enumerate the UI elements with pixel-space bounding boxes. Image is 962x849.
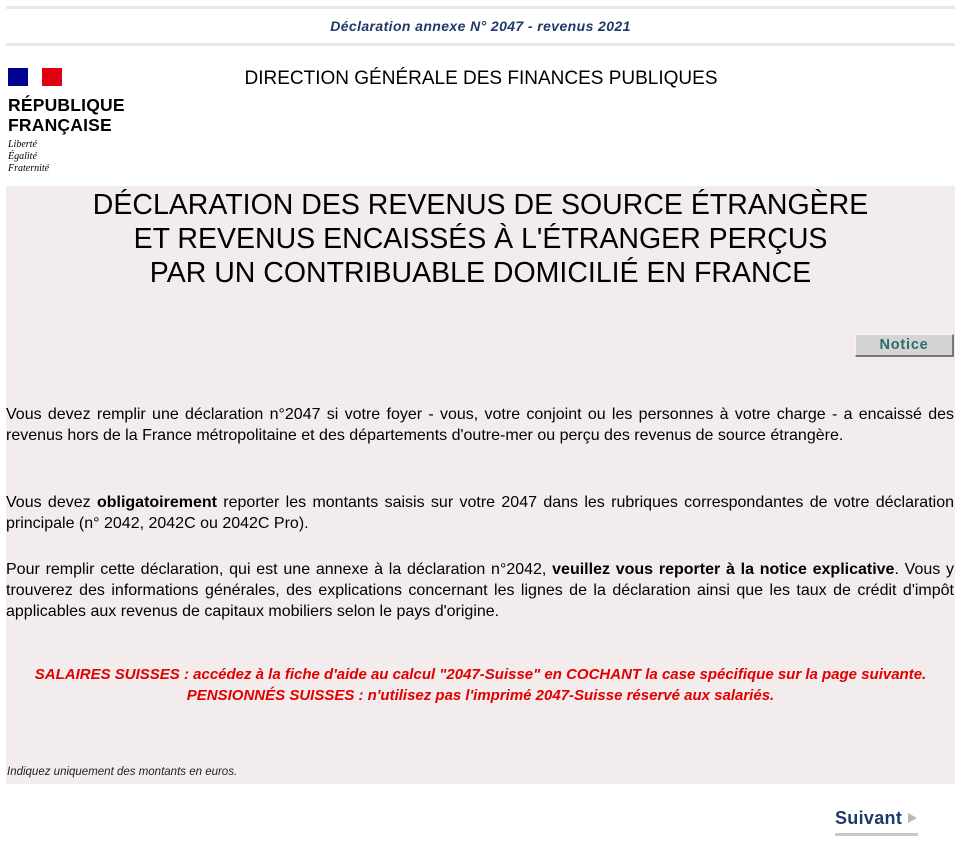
- form-title-line-3: PAR UN CONTRIBUABLE DOMICILIÉ EN FRANCE: [149, 257, 812, 289]
- currency-note: Indiquez uniquement des montants en euros.: [7, 766, 238, 778]
- motto-egalite: Égalité: [8, 151, 37, 162]
- header-title: Déclaration annexe N° 2047 - revenus 2021: [330, 18, 631, 34]
- p3-text-a: Pour remplir cette déclaration, qui est une annexe à la déclaration n°2042,: [6, 561, 553, 578]
- arrow-right-icon[interactable]: [908, 813, 917, 823]
- form-title-line-2: ET REVENUS ENCAISSÉS À L'ÉTRANGER PERÇUS: [133, 223, 828, 255]
- notice-button[interactable]: Notice: [855, 334, 954, 357]
- p2-bold: obligatoirement: [96, 494, 217, 511]
- form-title: [6, 188, 955, 290]
- next-button-label[interactable]: Suivant: [835, 808, 903, 828]
- main-content: [6, 186, 955, 784]
- intro-paragraph: Vous devez remplir une déclaration n°2047 si votre foyer - vous, votre conjoint ou les personnes à votre charge - a encaissé des revenus hors de la France métropolitaine et des départements d'outre-mer ou perçu des revenus de source étrangère.: [6, 406, 954, 444]
- next-button[interactable]: [835, 808, 917, 829]
- logo-wordmark: [8, 95, 148, 135]
- p3-bold: veuillez vous reporter à la notice explicative: [552, 561, 895, 578]
- organization-name: DIRECTION GÉNÉRALE DES FINANCES PUBLIQUES: [244, 68, 718, 89]
- logo-line-1: RÉPUBLIQUE: [8, 95, 125, 115]
- motto-liberte: Liberté: [8, 139, 37, 150]
- logo-line-2: FRANÇAISE: [8, 115, 112, 135]
- swiss-pensions-warning: PENSIONNÉS SUISSES : n'utilisez pas l'imprimé 2047-Suisse réservé aux salariés.: [186, 687, 775, 704]
- swiss-warning: [6, 664, 955, 706]
- p3-text-c: . Vous y trouverez des informations générales, des explications concernant les lignes de la déclaration ainsi que les taux de crédit d'impôt applicables aux revenus de capitaux mobiliers selon le pays d'origine.: [6, 561, 955, 620]
- next-button-underline: [835, 833, 918, 836]
- motto-fraternite: Fraternité: [8, 163, 50, 174]
- obligation-paragraph: [6, 492, 954, 534]
- swiss-salaries-warning: SALAIRES SUISSES : accédez à la fiche d'aide au calcul "2047-Suisse" en COCHANT la case spécifique sur la page suivante.: [34, 666, 927, 683]
- form-title-line-1: DÉCLARATION DES REVENUS DE SOURCE ÉTRANGÈRE: [92, 189, 869, 221]
- header-bar: [6, 6, 955, 46]
- p2-text-a: Vous devez: [6, 494, 97, 511]
- p2-text-c: reporter les montants saisis sur votre 2047 dans les rubriques correspondantes de votre déclaration principale (n° 2042, 2042C ou 2042C Pro).: [6, 494, 954, 532]
- logo-motto: [8, 139, 148, 175]
- notice-paragraph: [6, 559, 954, 622]
